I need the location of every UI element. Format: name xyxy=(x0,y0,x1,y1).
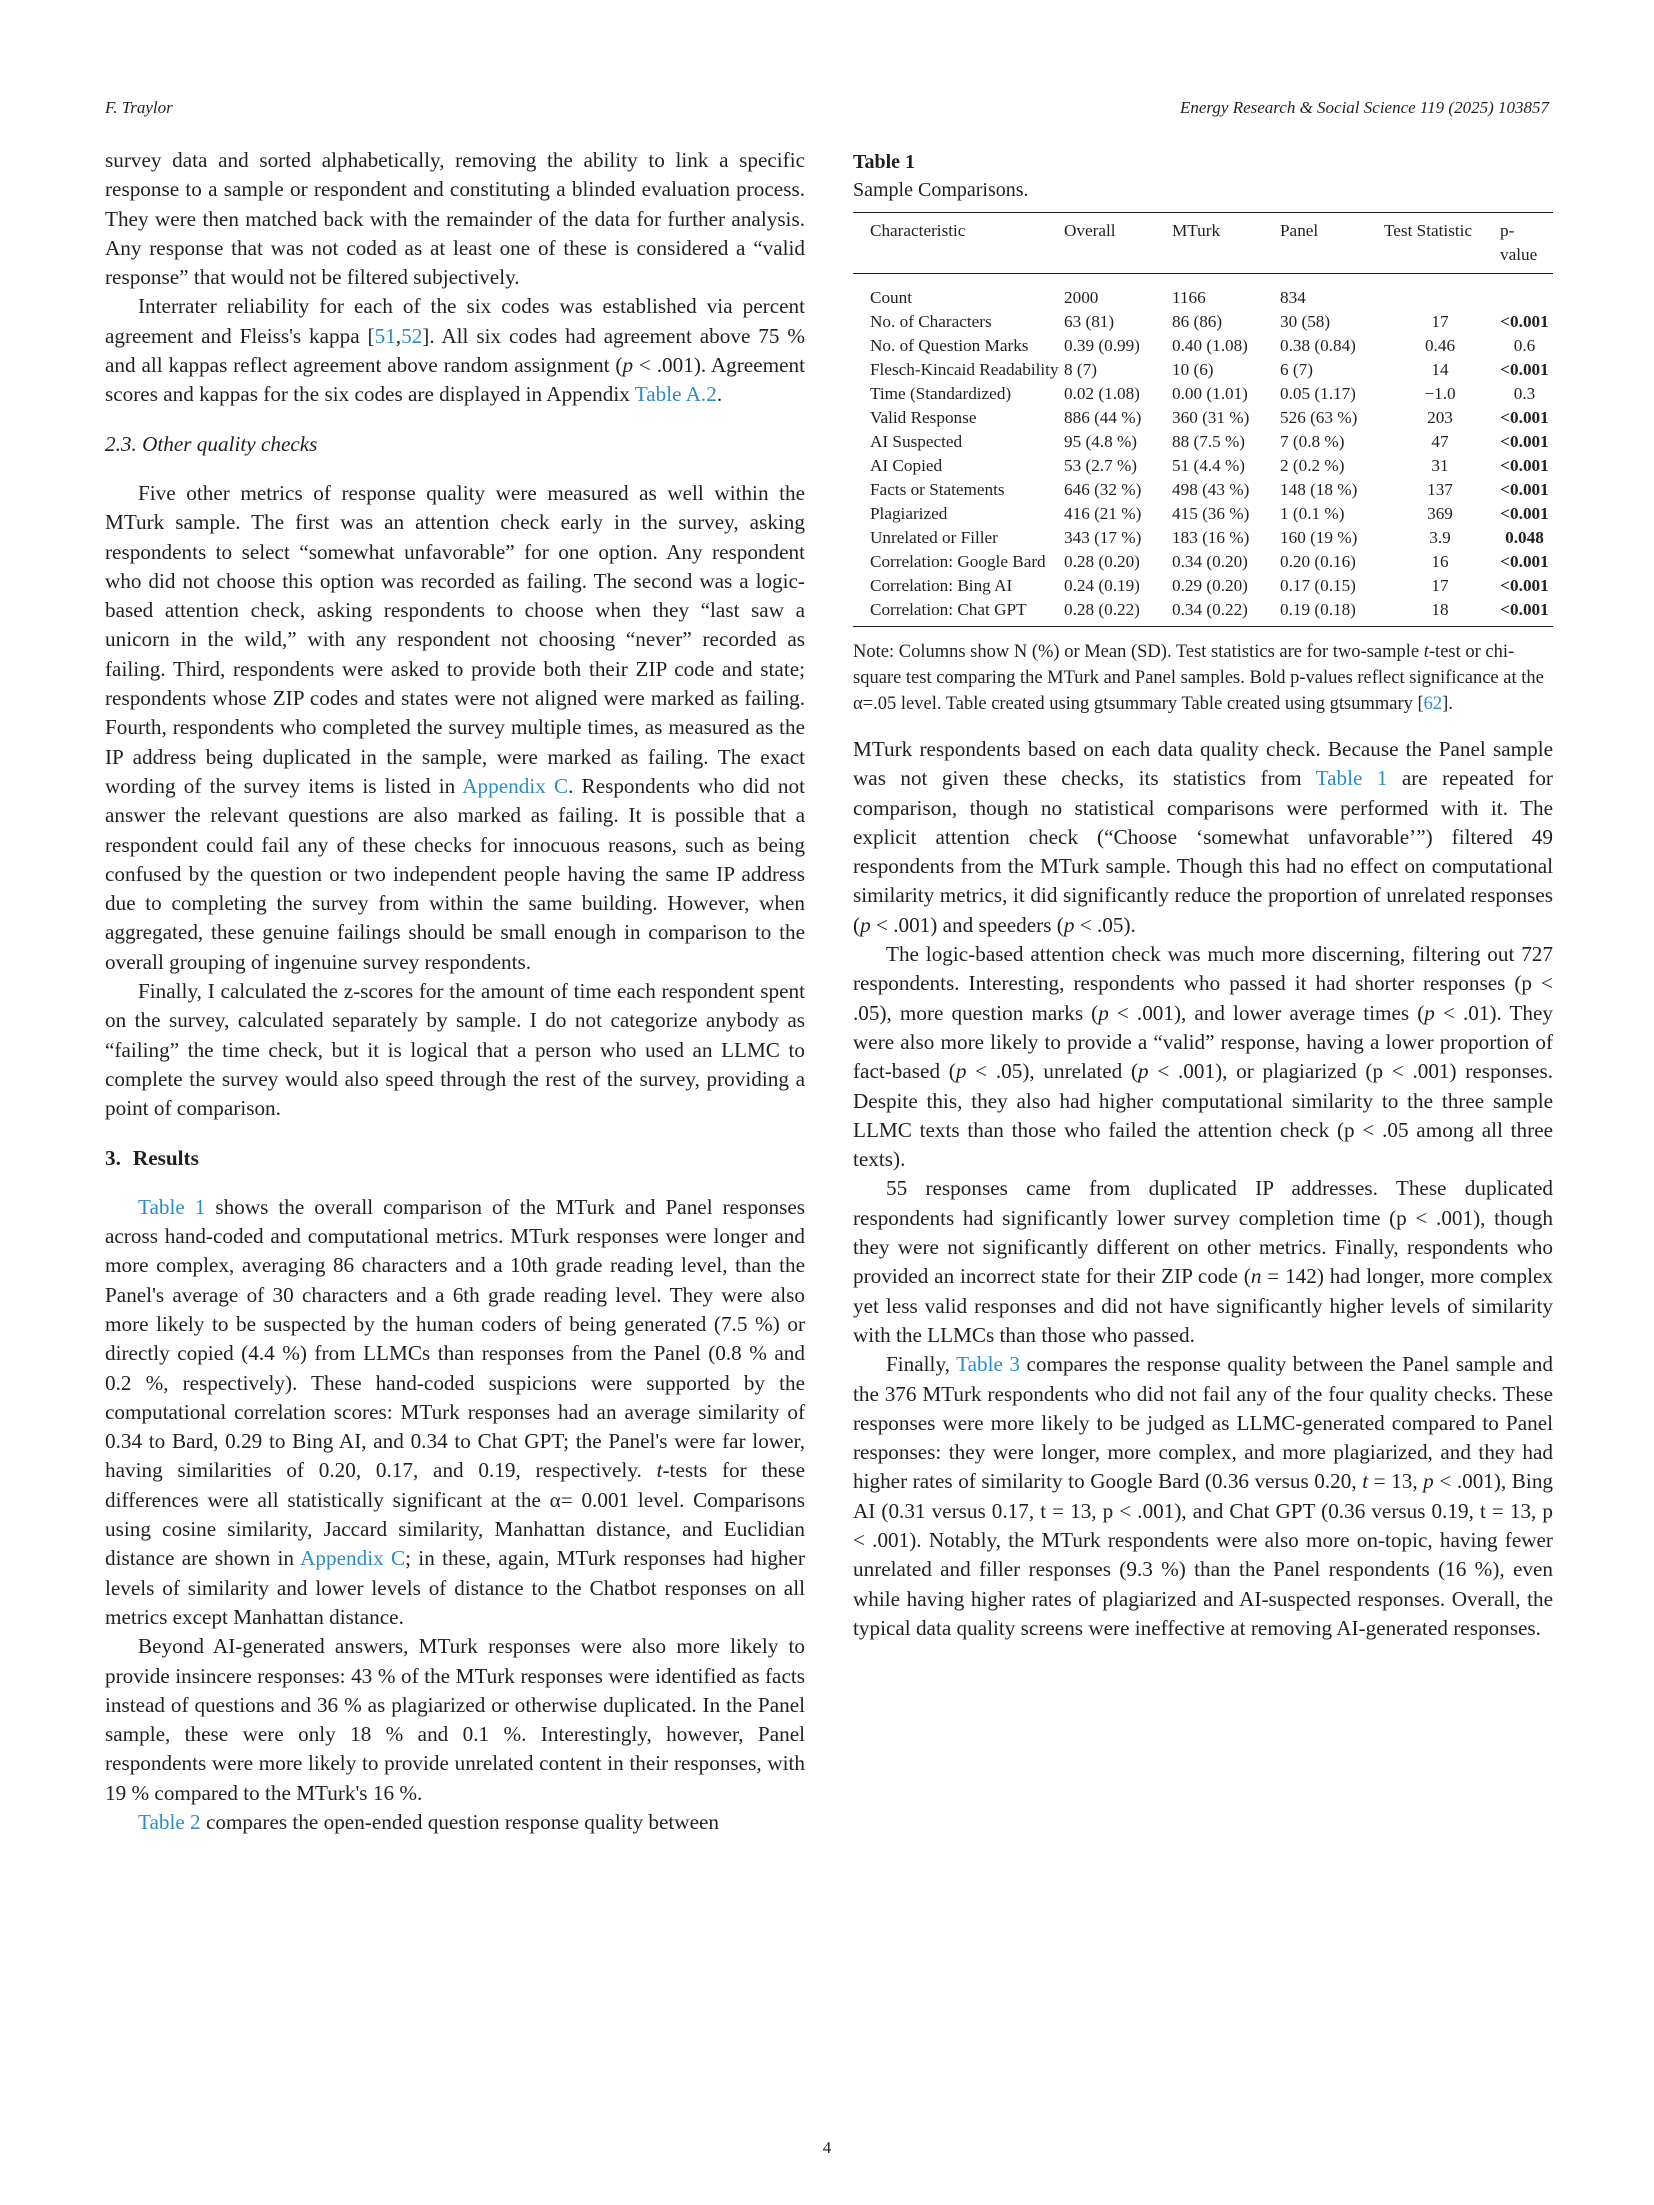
table-header-row xyxy=(853,213,1553,274)
test-statistic-cell: −1.0 xyxy=(1424,384,1456,403)
mturk-cell: 10 (6) xyxy=(1172,360,1214,379)
overall-cell: 0.02 (1.08) xyxy=(1064,384,1140,403)
table-row xyxy=(853,550,1553,574)
mturk-cell: 51 (4.4 %) xyxy=(1172,456,1246,475)
overall-cell: 343 (17 %) xyxy=(1064,528,1142,547)
panel-cell: 0.05 (1.17) xyxy=(1280,384,1356,403)
table-row xyxy=(853,310,1553,334)
panel-cell: 526 (63 %) xyxy=(1280,408,1358,427)
author-running-head: F. Traylor xyxy=(105,98,173,117)
mturk-cell: 360 (31 %) xyxy=(1172,408,1250,427)
row-label-cell: Unrelated or Filler xyxy=(870,528,998,547)
p-value-cell: <0.001 xyxy=(1500,504,1549,523)
mturk-cell: 86 (86) xyxy=(1172,312,1223,331)
p-value-cell: <0.001 xyxy=(1500,480,1549,499)
overall-cell: 95 (4.8 %) xyxy=(1064,432,1138,451)
row-label-cell: Count xyxy=(870,288,913,307)
p-value-cell: 0.6 xyxy=(1513,336,1536,355)
row-label-cell: No. of Question Marks xyxy=(870,336,1029,355)
test-statistic-cell: 137 xyxy=(1427,480,1453,499)
table-caption: Sample Comparisons. xyxy=(853,179,1029,201)
overall-cell: 416 (21 %) xyxy=(1064,504,1142,523)
panel-cell: 0.20 (0.16) xyxy=(1280,552,1356,571)
table-row xyxy=(853,358,1553,382)
test-statistic-cell: 203 xyxy=(1427,408,1453,427)
row-label-cell: AI Suspected xyxy=(870,432,963,451)
table-row xyxy=(853,454,1553,478)
overall-cell: 8 (7) xyxy=(1064,360,1097,379)
subsection-heading: 2.3. Other quality checks xyxy=(105,431,318,456)
overall-cell: 886 (44 %) xyxy=(1064,408,1142,427)
test-statistic-cell: 47 xyxy=(1431,432,1449,451)
table-row xyxy=(853,478,1553,502)
panel-cell: 1 (0.1 %) xyxy=(1280,504,1345,523)
paragraph: The logic-based attention check was much more discerning, filtering out 727 respondents. Interesting, respondents who passed it had shorter responses (p < .05), more question marks (p < .001), and lower average times (p < .01). They were also more likely to provide a “valid” response, having a lower proportion of fact-based (p < .05), unrelated (p < .001), or plagiarized (p < .001) responses. Despite this, they also had higher computational similarity to the three sample LLMC texts than those who failed the attention check (p < .05 among all three texts). xyxy=(853,942,1554,1172)
right-text xyxy=(853,735,1553,1643)
paragraph: MTurk respondents based on each data quality check. Because the Panel sample was not given these checks, its statistics from Table 1 are repeated for comparison, though no statistical comparisons were performed with it. The explicit attention check (“Choose ‘somewhat unfavorable’”) filtered 49 respondents from the MTurk sample. Though this had no effect on computational similarity metrics, it did significantly reduce the proportion of unrelated responses (p < .001) and speeders (p < .05). xyxy=(853,737,1553,937)
table-row xyxy=(853,406,1553,430)
test-statistic-cell: 369 xyxy=(1427,504,1453,523)
panel-cell: 6 (7) xyxy=(1280,360,1313,379)
row-label-cell: Time (Standardized) xyxy=(870,384,1012,403)
overall-cell: 2000 xyxy=(1064,288,1099,307)
sample-comparisons-table xyxy=(853,212,1553,627)
mturk-cell: 88 (7.5 %) xyxy=(1172,432,1246,451)
panel-cell: 2 (0.2 %) xyxy=(1280,456,1345,475)
mturk-cell: 0.00 (1.01) xyxy=(1172,384,1248,403)
table-label: Table 1 xyxy=(853,151,916,173)
test-statistic-cell: 17 xyxy=(1431,312,1449,331)
mturk-cell: 415 (36 %) xyxy=(1172,504,1250,523)
paragraph: Five other metrics of response quality were measured as well within the MTurk sample. The first was an attention check early in the survey, asking respondents to select “somewhat unfavorable” for one option. Any respondent who did not choose this option was recorded as failing. The second was a logic-based attention check, asking respondents to choose when they “last saw a unicorn in the wild,” with any respondent not choosing “never” recorded as failing. Third, respondents were asked to provide both their ZIP code and state; respondents whose ZIP codes and states were not aligned were marked as failing. Fourth, respondents who completed the survey multiple times, as measured as the IP address being duplicated in the sample, were marked as failing. The exact wording of the survey items is listed in Appendix C. Respondents who did not answer the relevant questions are also marked as failing. It is possible that a respondent could fail any of these checks for innocuous reasons, such as being confused by the question or two independent people having the same IP address due to completing the survey from within the same building. However, when aggregated, these genuine failings should be small enough in comparison to the overall grouping of ingenuine survey respondents. xyxy=(105,480,805,974)
overall-cell: 53 (2.7 %) xyxy=(1064,456,1138,475)
p-value-cell: <0.001 xyxy=(1500,576,1549,595)
table-row xyxy=(853,430,1553,454)
test-statistic-cell xyxy=(1384,274,1500,311)
mturk-cell: 0.34 (0.20) xyxy=(1172,552,1248,571)
test-statistic-cell: 31 xyxy=(1431,456,1449,475)
column-header: Test Statistic xyxy=(1384,213,1500,274)
column-header: p-value xyxy=(1500,213,1553,274)
citation-link[interactable]: 62 xyxy=(1423,694,1443,714)
page-number: 4 xyxy=(822,2138,832,2157)
paragraph: Beyond AI-generated answers, MTurk responses were also more likely to provide insincere responses: 43 % of the MTurk responses were identified as facts instead of questions and 36 % as plagiarized or otherwise duplicated. In the Panel sample, these were only 18 % and 0.1 %. Interestingly, however, Panel respondents were more likely to provide unrelated content in their responses, with 19 % compared to the MTurk's 16 %. xyxy=(105,1634,805,1805)
table-row xyxy=(853,334,1553,358)
test-statistic-cell: 0.46 xyxy=(1424,336,1456,355)
left-column xyxy=(105,146,805,1837)
overall-cell: 646 (32 %) xyxy=(1064,480,1142,499)
p-value-cell: <0.001 xyxy=(1500,312,1549,331)
mturk-cell: 498 (43 %) xyxy=(1172,480,1250,499)
panel-cell: 0.19 (0.18) xyxy=(1280,598,1384,627)
table-1-link[interactable]: Table 1 xyxy=(138,1194,206,1219)
row-label-cell: Facts or Statements xyxy=(870,480,1005,499)
panel-cell: 7 (0.8 %) xyxy=(1280,432,1345,451)
column-header: Overall xyxy=(1064,213,1172,274)
overall-cell: 0.39 (0.99) xyxy=(1064,336,1140,355)
mturk-cell: 0.34 (0.22) xyxy=(1172,598,1280,627)
panel-cell: 30 (58) xyxy=(1280,312,1331,331)
appendix-c-link[interactable]: Appendix C xyxy=(462,773,569,798)
p-value-cell xyxy=(1500,274,1553,311)
panel-cell: 160 (19 %) xyxy=(1280,528,1358,547)
row-label-cell: Plagiarized xyxy=(870,504,948,523)
row-label-cell: Valid Response xyxy=(870,408,977,427)
table-row xyxy=(853,274,1553,311)
panel-cell: 0.38 (0.84) xyxy=(1280,336,1356,355)
mturk-cell: 1166 xyxy=(1172,288,1206,307)
row-label-cell: AI Copied xyxy=(870,456,943,475)
row-label-cell: Correlation: Chat GPT xyxy=(853,598,1064,627)
column-header: Panel xyxy=(1280,213,1384,274)
test-statistic-cell: 18 xyxy=(1384,598,1500,627)
row-label-cell: Correlation: Google Bard xyxy=(870,552,1046,571)
paragraph: Table 2 compares the open-ended question response quality between xyxy=(138,1810,719,1835)
appendix-c-link[interactable]: Appendix C xyxy=(300,1546,406,1571)
panel-cell: 0.17 (0.15) xyxy=(1280,576,1356,595)
p-value-cell: 0.048 xyxy=(1505,528,1544,547)
paragraph: 55 responses came from duplicated IP addresses. These duplicated respondents had significantly lower survey completion time (p < .001), though they were not significantly different on other metrics. Finally, respondents who provided an incorrect state for their ZIP code (n = 142) had longer, more complex yet less valid responses and did not have significantly higher levels of similarity with the LLMCs than those who passed. xyxy=(853,1176,1553,1347)
overall-cell: 0.28 (0.20) xyxy=(1064,552,1140,571)
p-value-cell: <0.001 xyxy=(1500,552,1549,571)
citation-link[interactable]: 51 xyxy=(374,323,396,348)
table-row xyxy=(853,502,1553,526)
overall-cell: 0.24 (0.19) xyxy=(1064,576,1140,595)
paragraph: survey data and sorted alphabetically, removing the ability to link a specific response to a sample or respondent and constituting a blinded evaluation process. They were then matched back with the remainder of the data for further analysis. Any response that was not coded as at least one of these is considered a “valid response” that would not be filtered subjectively. xyxy=(105,148,805,290)
row-label-cell: No. of Characters xyxy=(870,312,992,331)
p-value-cell: <0.001 xyxy=(1500,360,1549,379)
table-row xyxy=(853,526,1553,550)
p-value-cell: <0.001 xyxy=(1500,598,1553,627)
p-value-cell: <0.001 xyxy=(1500,456,1549,475)
test-statistic-cell: 14 xyxy=(1431,360,1449,379)
table-note: Note: Columns show N (%) or Mean (SD). Test statistics are for two-sample t-test or chi-square test comparing the MTurk and Panel samples. Bold p-values reflect significance at the α=.05 level. Table created using gtsummary Table created using gtsummary [62]. xyxy=(853,642,1544,714)
table-row xyxy=(853,598,1553,627)
test-statistic-cell: 17 xyxy=(1431,576,1449,595)
panel-cell: 834 xyxy=(1280,288,1306,307)
test-statistic-cell: 16 xyxy=(1431,552,1449,571)
column-header: Characteristic xyxy=(853,213,1064,274)
table-row xyxy=(853,382,1553,406)
table-2-link[interactable]: Table 2 xyxy=(138,1810,201,1835)
overall-cell: 0.28 (0.22) xyxy=(1064,598,1172,627)
mturk-cell: 0.40 (1.08) xyxy=(1172,336,1248,355)
overall-cell: 63 (81) xyxy=(1064,312,1115,331)
column-header: MTurk xyxy=(1172,213,1280,274)
paragraph: Finally, Table 3 compares the response quality between the Panel sample and the 376 MTurk respondents who did not fail any of the four quality checks. These responses were more likely to be judged as LLMC-generated compared to Panel responses: they were longer, more complex, and more plagiarized, and they had higher rates of similarity to Google Bard (0.36 versus 0.20, t = 13, p < .001), Bing AI (0.31 versus 0.17, t = 13, p < .001), and Chat GPT (0.36 versus 0.19, t = 13, p < .001). Notably, the MTurk respondents were also more on-topic, having fewer unrelated and filler responses (9.3 %) than the Panel respondents (16 %), even while having higher rates of plagiarized and AI-suspected responses. Overall, the typical data quality screens were ineffective at removing AI-generated responses. xyxy=(853,1352,1554,1640)
table-row xyxy=(853,574,1553,598)
right-column xyxy=(853,146,1553,1643)
table-1-block xyxy=(853,148,1553,717)
panel-cell: 148 (18 %) xyxy=(1280,480,1358,499)
paragraph: Interrater reliability for each of the six codes was established via percent agreement and Fleiss's kappa [51,52]. All six codes had agreement above 75 % and all kappas reflect agreement above random assignment (p < .001). Agreement scores and kappas for the six codes are displayed in Appendix Table A.2. xyxy=(105,294,805,407)
row-label-cell: Correlation: Bing AI xyxy=(870,576,1013,595)
paragraph: Table 1 shows the overall comparison of the MTurk and Panel responses across hand-coded and computational metrics. MTurk responses were longer and more complex, averaging 86 characters and a 10th grade reading level, than the Panel's average of 30 characters and a 6th grade reading level. They were also more likely to be suspected by the human coders of being generated (7.5 %) or directly copied (4.4 %) from LLMCs than responses from the Panel (0.8 % and 0.2 %, respectively). These hand-coded suspicions were supported by the computational correlation scores: MTurk responses had an average similarity of 0.34 to Bard, 0.29 to Bing AI, and 0.34 to Chat GPT; the Panel's were far lower, having similarities of 0.20, 0.17, and 0.19, respectively. t-tests for these differences were all statistically significant at the α= 0.001 level. Comparisons using cosine similarity, Jaccard similarity, Manhattan distance, and Euclidian distance are shown in Appendix C; in these, again, MTurk responses had higher levels of similarity and lower levels of distance to the Chatbot responses on all metrics except Manhattan distance. xyxy=(105,1194,805,1629)
journal-running-head: Energy Research & Social Science 119 (2025) 103857 xyxy=(1179,98,1549,117)
paragraph: Finally, I calculated the z-scores for the amount of time each respondent spent on the survey, calculated separately by sample. I do not categorize anybody as “failing” the time check, but it is logical that a person who used an LLMC to complete the survey would also speed through the rest of the survey, providing a point of comparison. xyxy=(105,979,805,1121)
table-3-link[interactable]: Table 3 xyxy=(956,1352,1020,1377)
test-statistic-cell: 3.9 xyxy=(1429,528,1451,547)
mturk-cell: 0.29 (0.20) xyxy=(1172,576,1248,595)
table-1-link[interactable]: Table 1 xyxy=(1315,766,1388,791)
section-heading: 3. Results xyxy=(105,1145,199,1170)
mturk-cell: 183 (16 %) xyxy=(1172,528,1250,547)
citation-link[interactable]: 52 xyxy=(401,323,423,348)
row-label-cell: Flesch-Kincaid Readability xyxy=(870,360,1059,379)
p-value-cell: 0.3 xyxy=(1513,384,1536,403)
table-a2-link[interactable]: Table A.2 xyxy=(634,382,717,407)
p-value-cell: <0.001 xyxy=(1500,432,1549,451)
p-value-cell: <0.001 xyxy=(1500,408,1549,427)
